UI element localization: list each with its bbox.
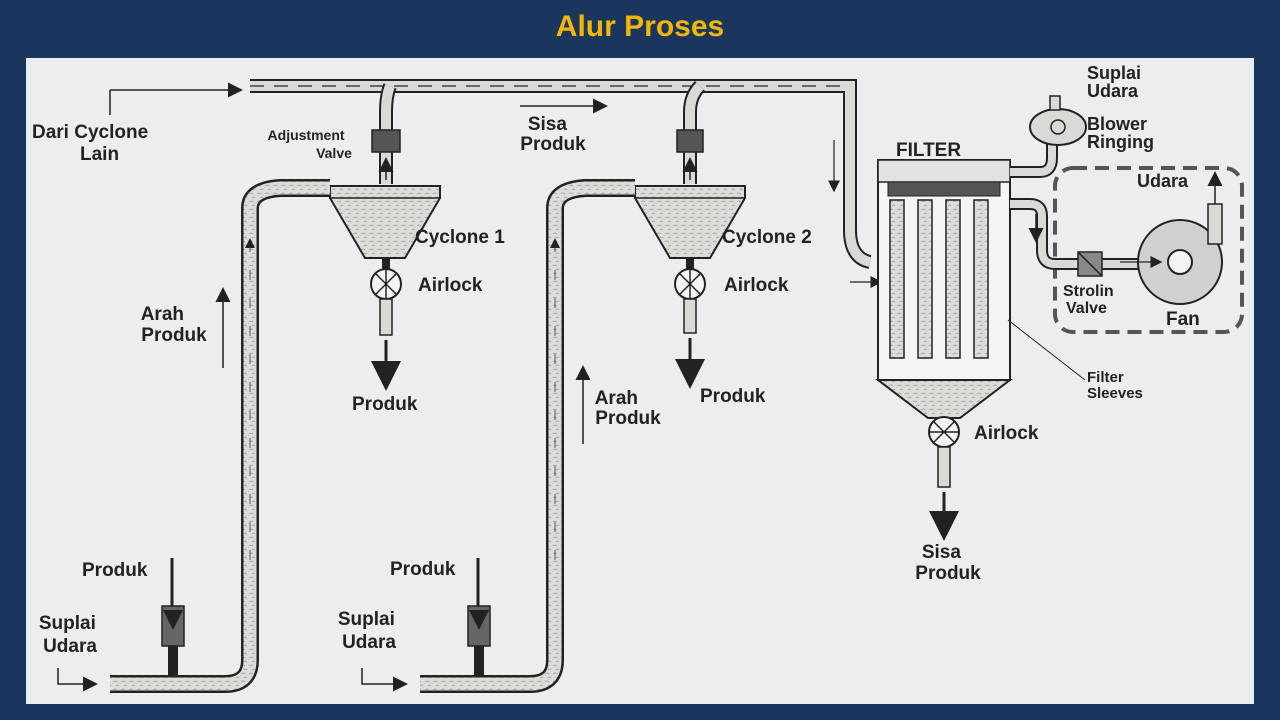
adjustment-valve-1[interactable] bbox=[372, 130, 400, 152]
blower[interactable] bbox=[1030, 109, 1086, 145]
source-label: Dari Cyclone Lain bbox=[32, 122, 149, 165]
blower-label: Blower Ringing bbox=[1087, 114, 1154, 152]
adjustment-valve-2[interactable] bbox=[677, 130, 703, 152]
cyclone-2-label: Cyclone 2 bbox=[722, 227, 812, 248]
produk-in-2-label: Produk bbox=[390, 559, 456, 580]
adjustment-valve-label: Adjustment Valve bbox=[267, 127, 352, 161]
top-supply-pipe bbox=[110, 86, 880, 282]
sisa-produk-bottom-label: Sisa Produk bbox=[915, 542, 981, 584]
arah-produk-1-label: Arah Produk bbox=[140, 304, 207, 346]
airlock-2-label: Airlock bbox=[724, 275, 789, 296]
fan-label: Fan bbox=[1166, 309, 1200, 330]
riser-pipe-2 bbox=[362, 188, 635, 684]
fan-assembly bbox=[1010, 168, 1242, 332]
udara-label: Udara bbox=[1137, 171, 1189, 191]
bag-filter bbox=[878, 160, 1085, 535]
suplai-udara-3-label: Suplai Udara bbox=[1087, 63, 1142, 101]
arah-produk-2-label: Arah Produk bbox=[594, 388, 661, 429]
suplai-udara-1-label: Suplai Udara bbox=[38, 613, 97, 657]
strolin-valve-label: Strolin Valve bbox=[1063, 283, 1114, 317]
produk-out-1-label: Produk bbox=[352, 394, 418, 415]
filter-sleeves-label: Filter Sleeves bbox=[1087, 369, 1143, 402]
sisa-produk-top-label: Sisa Produk bbox=[520, 114, 586, 155]
produk-in-1-label: Produk bbox=[82, 560, 148, 581]
riser-pipe-1 bbox=[58, 188, 330, 684]
page-title: Alur Proses bbox=[555, 10, 725, 43]
suplai-udara-2-label: Suplai Udara bbox=[337, 609, 396, 653]
cyclone-1-label: Cyclone 1 bbox=[415, 227, 505, 248]
filter-label: FILTER bbox=[896, 140, 962, 161]
airlock-3-label: Airlock bbox=[974, 423, 1039, 444]
airlock-1-label: Airlock bbox=[418, 275, 483, 296]
produk-out-2-label: Produk bbox=[700, 386, 766, 407]
blower-assembly bbox=[1010, 96, 1086, 172]
